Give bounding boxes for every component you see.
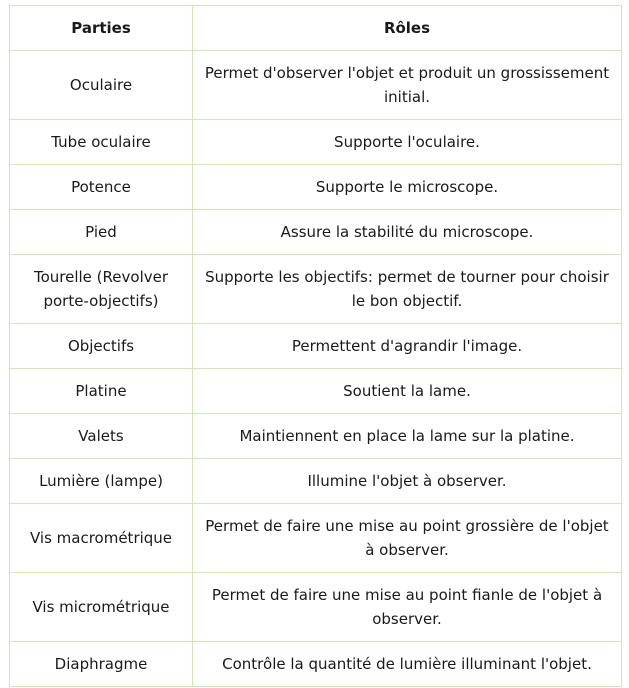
part-cell: Platine: [10, 369, 193, 414]
role-cell: Maintiennent en place la lame sur la platine.: [193, 414, 622, 459]
role-cell: Permettent d'agrandir l'image.: [193, 324, 622, 369]
role-cell: Assure la stabilité du microscope.: [193, 210, 622, 255]
table-row: [10, 459, 622, 504]
part-cell: Valets: [10, 414, 193, 459]
part-cell: Objectifs: [10, 324, 193, 369]
role-cell: Supporte les objectifs: permet de tourner pour choisir le bon objectif.: [193, 255, 622, 324]
table-row: [10, 324, 622, 369]
part-cell: Potence: [10, 165, 193, 210]
part-cell: Tube oculaire: [10, 120, 193, 165]
table-row: [10, 504, 622, 573]
header-parties: Parties: [10, 6, 193, 51]
table-row: [10, 414, 622, 459]
table-row: [10, 573, 622, 642]
role-cell: Permet d'observer l'objet et produit un grossissement initial.: [193, 51, 622, 120]
table-row: [10, 210, 622, 255]
table-row: [10, 120, 622, 165]
table-row: [10, 642, 622, 687]
part-cell: Vis micrométrique: [10, 573, 193, 642]
role-cell: Illumine l'objet à observer.: [193, 459, 622, 504]
table-row: [10, 51, 622, 120]
part-cell: Oculaire: [10, 51, 193, 120]
part-cell: Diaphragme: [10, 642, 193, 687]
role-cell: Permet de faire une mise au point fianle de l'objet à observer.: [193, 573, 622, 642]
table-header-row: [10, 6, 622, 51]
table-row: [10, 369, 622, 414]
header-roles: Rôles: [193, 6, 622, 51]
role-cell: Permet de faire une mise au point grossière de l'objet à observer.: [193, 504, 622, 573]
microscope-parts-table: [9, 5, 622, 687]
role-cell: Supporte le microscope.: [193, 165, 622, 210]
part-cell: Tourelle (Revolver porte-objectifs): [10, 255, 193, 324]
role-cell: Supporte l'oculaire.: [193, 120, 622, 165]
table-row: [10, 165, 622, 210]
part-cell: Pied: [10, 210, 193, 255]
table-row: [10, 255, 622, 324]
role-cell: Contrôle la quantité de lumière illuminant l'objet.: [193, 642, 622, 687]
part-cell: Lumière (lampe): [10, 459, 193, 504]
role-cell: Soutient la lame.: [193, 369, 622, 414]
microscope-parts-table-container: [9, 5, 621, 687]
part-cell: Vis macrométrique: [10, 504, 193, 573]
